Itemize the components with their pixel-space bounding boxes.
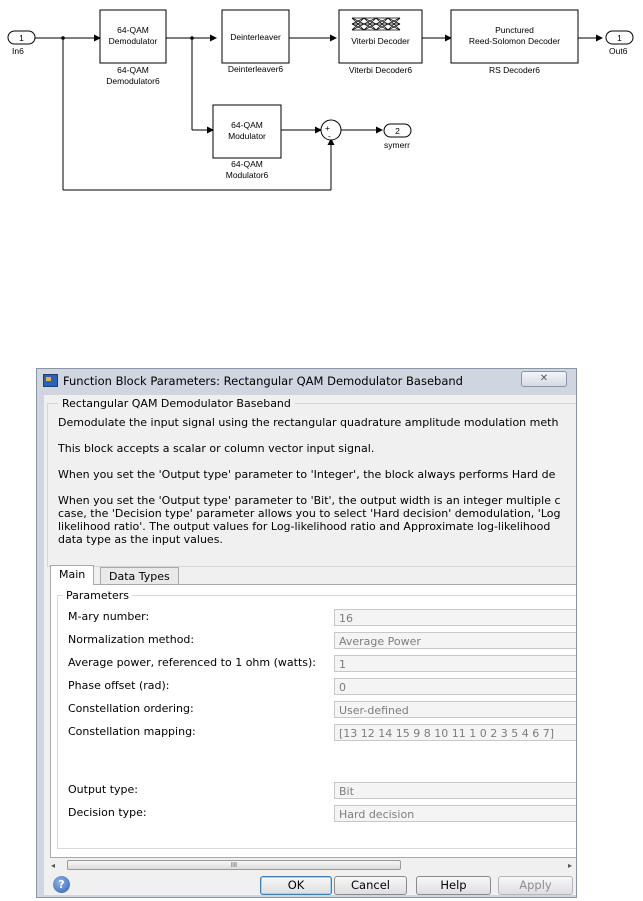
outport-label: Out6 — [609, 46, 628, 56]
constellation-ordering-label: Constellation ordering: — [68, 702, 194, 715]
description-line-3: When you set the 'Output type' parameter to 'Integer', the block always performs Hard de — [58, 468, 556, 481]
description-line-1: Demodulate the input signal using the rectangular quadrature amplitude modulation meth — [58, 416, 559, 429]
constellation-ordering-select[interactable]: User-defined — [334, 701, 576, 718]
decision-type-select[interactable]: Hard decision — [334, 805, 576, 822]
svg-text:Modulator: Modulator — [228, 131, 266, 141]
description-line-7: data type as the input values. — [58, 533, 223, 546]
apply-button[interactable]: Apply — [498, 876, 573, 895]
title-bar[interactable] — [37, 369, 576, 391]
close-icon: ✕ — [539, 373, 549, 384]
m-ary-number-field[interactable]: 16 — [334, 609, 576, 626]
description-line-6: likelihood ratio'. The output values for Log-likelihood ratio and Approximate log-likelihood — [58, 520, 551, 533]
qam-demodulator-block[interactable] — [100, 10, 166, 63]
output-type-select[interactable]: Bit — [334, 782, 576, 799]
modulator-caption-2: Modulator6 — [225, 170, 269, 180]
help-button[interactable]: Help — [416, 876, 491, 895]
parameters-title: Parameters — [63, 589, 132, 602]
parameters-group — [57, 589, 576, 849]
tab-main[interactable]: Main — [50, 565, 94, 585]
horizontal-scrollbar[interactable] — [51, 858, 576, 873]
viterbi-caption: Viterbi Decoder6 — [348, 65, 413, 75]
description-line-5: case, the 'Decision type' parameter allows you to select 'Hard decision' demodulation, 'Log — [58, 507, 561, 520]
svg-text:-: - — [328, 131, 331, 141]
decision-type-label: Decision type: — [68, 806, 147, 819]
svg-text:1: 1 — [19, 33, 24, 43]
svg-text:64-QAM: 64-QAM — [231, 120, 263, 130]
demodulator-caption-2: Demodulator6 — [106, 76, 160, 86]
inport-in6[interactable] — [8, 31, 35, 44]
dialog-title: Function Block Parameters: Rectangular QAM Demodulator Baseband — [63, 374, 463, 388]
scroll-left-arrow-icon[interactable]: ◂ — [51, 861, 56, 870]
phase-offset-label: Phase offset (rad): — [68, 679, 170, 692]
svg-text:Reed-Solomon Decoder: Reed-Solomon Decoder — [468, 36, 561, 46]
svg-text:2: 2 — [395, 126, 400, 136]
close-button[interactable] — [521, 371, 567, 387]
branch-point-2 — [190, 36, 194, 40]
m-ary-number-label: M-ary number: — [68, 610, 150, 623]
branch-point-1 — [61, 36, 65, 40]
rs-decoder-block[interactable] — [451, 10, 578, 63]
demodulator-caption: 64-QAM — [117, 65, 149, 75]
deinterleaver-block[interactable] — [222, 10, 289, 63]
constellation-mapping-label: Constellation mapping: — [68, 725, 196, 738]
inport-label: In6 — [12, 46, 24, 56]
outport-out6[interactable] — [606, 31, 633, 44]
scroll-thumb[interactable] — [67, 860, 401, 870]
description-title: Rectangular QAM Demodulator Baseband — [58, 397, 295, 410]
average-power-label: Average power, referenced to 1 ohm (watts): — [68, 656, 316, 669]
normalization-method-label: Normalization method: — [68, 633, 195, 646]
qam-modulator-block[interactable] — [213, 105, 281, 158]
description-line-2: This block accepts a scalar or column vector input signal. — [58, 442, 375, 455]
svg-text:Viterbi Decoder: Viterbi Decoder — [351, 36, 410, 46]
svg-text:Punctured: Punctured — [495, 25, 534, 35]
svg-text:+: + — [325, 123, 330, 133]
description-line-4: When you set the 'Output type' parameter to 'Bit', the output width is an integer multiple c — [58, 494, 561, 507]
deinterleaver-caption: Deinterleaver6 — [227, 64, 284, 74]
dialog-client — [44, 395, 576, 895]
description-group — [47, 397, 576, 567]
svg-text:1: 1 — [617, 33, 622, 43]
ok-button[interactable]: OK — [260, 876, 332, 895]
simulink-diagram — [0, 0, 643, 360]
svg-text:Deinterleaver: Deinterleaver — [230, 32, 281, 42]
function-block-parameters-dialog — [36, 368, 577, 898]
help-question-icon[interactable]: ? — [53, 876, 70, 893]
normalization-method-select[interactable]: Average Power — [334, 632, 576, 649]
simulink-app-icon — [43, 374, 58, 387]
svg-text:64-QAM: 64-QAM — [117, 25, 149, 35]
svg-text:Demodulator: Demodulator — [108, 36, 158, 46]
scroll-right-arrow-icon[interactable]: ▸ — [568, 861, 573, 870]
phase-offset-field[interactable]: 0 — [334, 678, 576, 695]
main-tab-panel — [50, 584, 576, 858]
sum-block[interactable] — [321, 120, 341, 141]
cancel-button[interactable]: Cancel — [334, 876, 407, 895]
modulator-caption: 64-QAM — [231, 159, 263, 169]
tab-data-types[interactable]: Data Types — [100, 567, 179, 585]
button-row — [44, 873, 576, 895]
output-type-label: Output type: — [68, 783, 138, 796]
outport-symerr[interactable] — [384, 124, 411, 137]
rs-decoder-caption: RS Decoder6 — [488, 65, 541, 75]
symerr-label: symerr — [384, 140, 410, 150]
average-power-field[interactable]: 1 — [334, 655, 576, 672]
scroll-grip-icon: III — [230, 861, 238, 869]
viterbi-decoder-block[interactable] — [339, 10, 422, 63]
constellation-mapping-field[interactable]: [13 12 14 15 9 8 10 11 1 0 2 3 5 4 6 7] — [334, 724, 576, 741]
